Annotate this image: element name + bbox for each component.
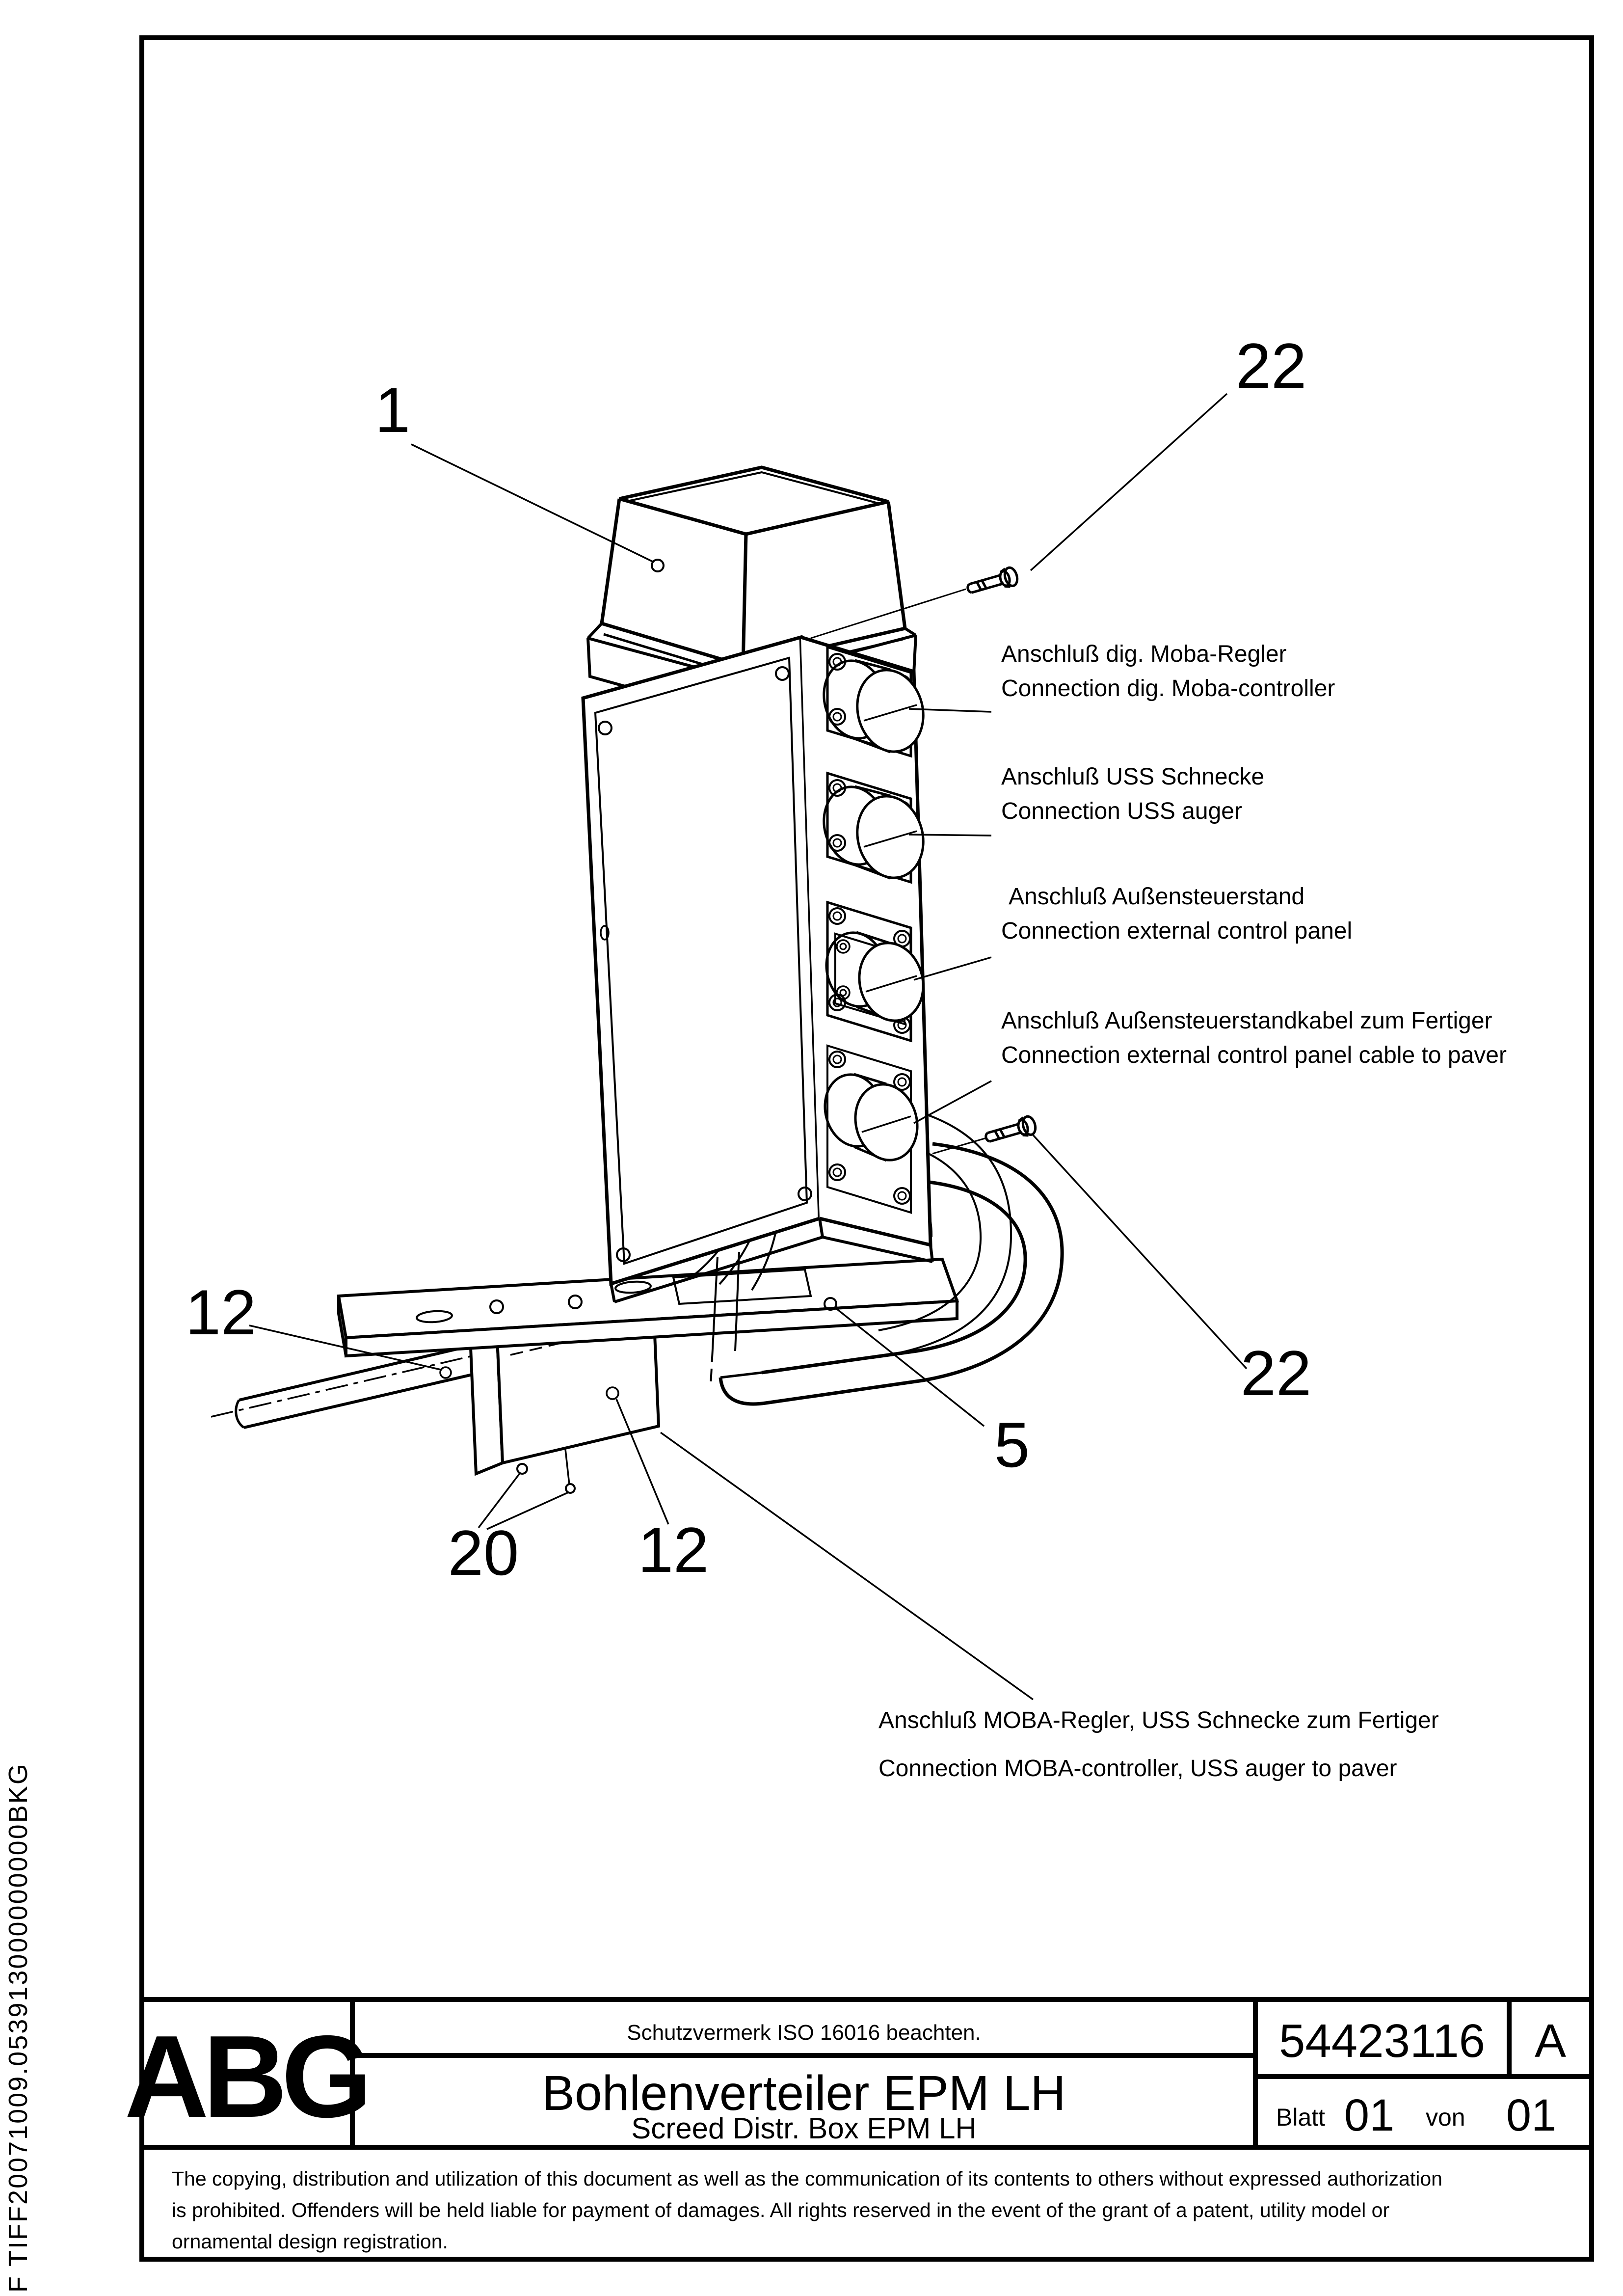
annotation-external-de: Anschluß Außensteuerstand [1009,884,1305,910]
disclaimer [172,2167,1442,2253]
annotation-moba-paver-en: Connection MOBA-controller, USS auger to paver [878,1756,1397,1782]
annotations [878,641,1507,1782]
sheet-label: Blatt [1276,2104,1326,2131]
annotation-paver-cable-en: Connection external control panel cable to paver [1001,1042,1507,1068]
annotation-moba-paver-de: Anschluß MOBA-Regler, USS Schnecke zum Fertiger [878,1707,1439,1733]
title-block [125,1999,1592,2147]
annotation-paver-cable-de: Anschluß Außensteuerstandkabel zum Fertiger [1001,1008,1492,1034]
part-label-12-bottom: 12 [638,1514,709,1586]
annotation-moba-en: Connection dig. Moba-controller [1001,675,1335,702]
annotation-external-en: Connection external control panel [1001,918,1353,944]
annotation-moba-de: Anschluß dig. Moba-Regler [1001,641,1287,667]
of-label: von [1426,2104,1465,2131]
protection-note: Schutzvermerk ISO 16016 beachten. [627,2021,981,2045]
drawing-number: 54423116 [1279,2015,1485,2067]
part-label-20: 20 [448,1517,519,1589]
drawing-title-en: Screed Distr. Box EPM LH [631,2112,977,2145]
part-label-1: 1 [374,374,411,446]
distribution-box-drawing [186,330,1507,1782]
sheet-total: 01 [1506,2090,1557,2140]
annotation-uss-en: Connection USS auger [1001,798,1242,824]
disclaimer-line-1: The copying, distribution and utilization of this document as well as the communication of its contents to others without expressed authorization [172,2167,1442,2190]
part-label-5: 5 [994,1409,1030,1481]
abg-logo: ABG [124,2012,367,2142]
leader-target-1 [652,560,664,571]
part-label-22-bottom: 22 [1240,1337,1312,1409]
part-label-22-top: 22 [1235,330,1307,402]
revision: A [1534,2015,1567,2067]
annotation-uss-de: Anschluß USS Schnecke [1001,764,1265,790]
drawing-title-de: Bohlenverteiler EPM LH [542,2066,1066,2121]
part-label-12-left: 12 [185,1276,257,1348]
box-cap [602,467,905,676]
disclaimer-line-3: ornamental design registration. [172,2230,448,2253]
disclaimer-line-2: is prohibited. Offenders will be held liable for payment of damages. All rights reserved in the event of the grant of a patent, utility model or [172,2199,1390,2221]
side-file-text: F TIFF20071009.053913000000000BKG [3,1762,33,2293]
bolt-22-top [811,566,1019,638]
sheet-number: 01 [1344,2090,1395,2140]
